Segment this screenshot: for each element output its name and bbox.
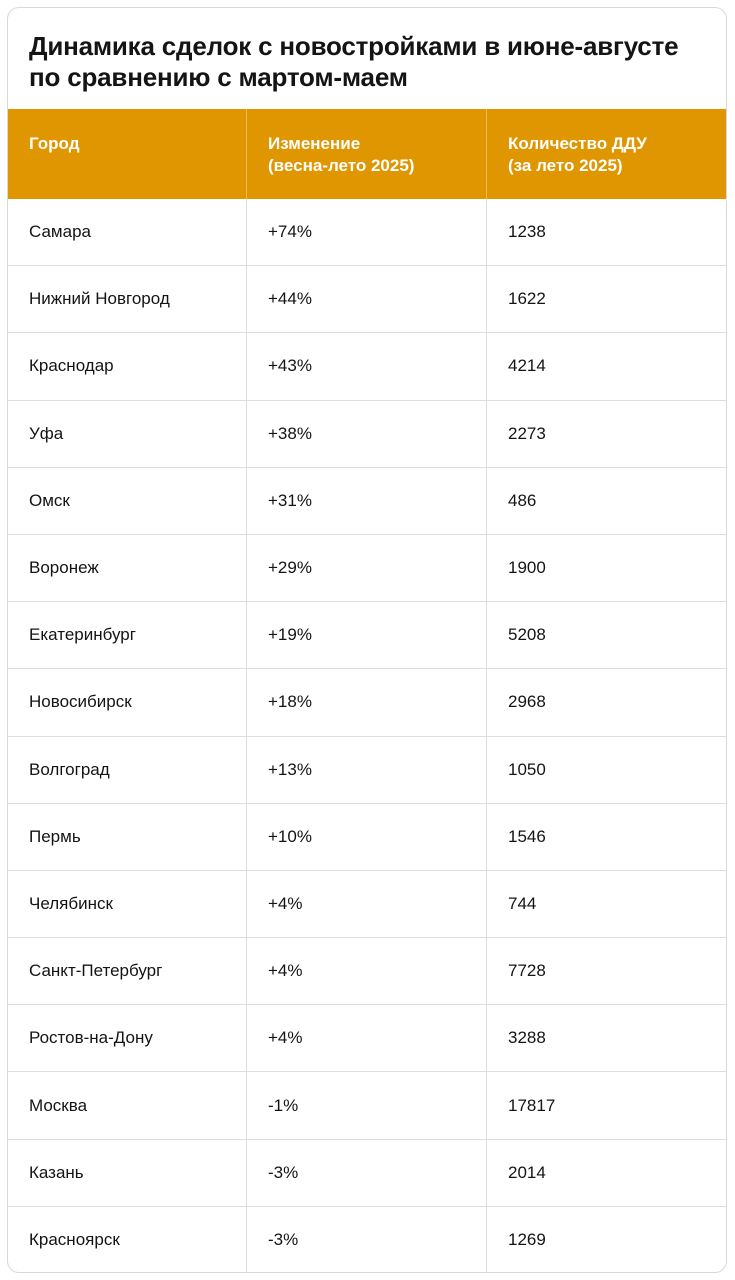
cell-count: 1546 xyxy=(508,826,546,846)
cell-city: Уфа xyxy=(8,401,247,467)
column-header-city xyxy=(8,109,247,199)
cell-count: 4214 xyxy=(508,356,546,376)
cell-change: +4% xyxy=(247,938,487,1004)
cell-count: 2273 xyxy=(508,423,546,443)
cell-change: -3% xyxy=(247,1140,487,1206)
cell-change: +44% xyxy=(247,266,487,332)
table-row xyxy=(8,737,726,804)
table-row xyxy=(8,602,726,669)
cell-change: -3% xyxy=(247,1207,487,1273)
cell-city: Екатеринбург xyxy=(8,602,247,668)
cell-city: Нижний Новгород xyxy=(8,266,247,332)
column-header-change xyxy=(247,109,487,199)
cell-city: Омск xyxy=(8,468,247,534)
cell-city: Москва xyxy=(8,1072,247,1138)
cell-count: 1900 xyxy=(508,558,546,578)
cell-change: +4% xyxy=(247,1005,487,1071)
cell-count: 2968 xyxy=(508,692,546,712)
table-row xyxy=(8,401,726,468)
table-row xyxy=(8,1072,726,1139)
cell-count: 3288 xyxy=(508,1028,546,1048)
cell-change: +38% xyxy=(247,401,487,467)
cell-count: 5208 xyxy=(508,625,546,645)
cell-count: 486 xyxy=(508,490,537,510)
table-row xyxy=(8,804,726,871)
cell-count: 1269 xyxy=(508,1230,546,1250)
cell-city: Краснодар xyxy=(8,333,247,399)
cell-count: 1050 xyxy=(508,759,546,779)
table-row xyxy=(8,535,726,602)
column-header-count xyxy=(487,109,726,199)
cell-change: -1% xyxy=(247,1072,487,1138)
column-header-count-line2: (за лето 2025) xyxy=(508,156,623,175)
column-header-change-line2: (весна-лето 2025) xyxy=(268,156,415,175)
cell-count: 1622 xyxy=(508,289,546,309)
cell-city: Новосибирск xyxy=(8,669,247,735)
cell-change: +4% xyxy=(247,871,487,937)
cell-count: 1238 xyxy=(508,222,546,242)
table-row xyxy=(8,468,726,535)
table-row xyxy=(8,1140,726,1207)
cell-change: +19% xyxy=(247,602,487,668)
table-row xyxy=(8,871,726,938)
cell-city: Волгоград xyxy=(8,737,247,803)
table-row xyxy=(8,1005,726,1072)
table-title: Динамика сделок с новостройками в июне-августе по сравнению с мартом-маем xyxy=(29,31,679,92)
column-header-change-line1: Изменение xyxy=(268,134,361,153)
table-row xyxy=(8,1207,726,1273)
cell-change: +31% xyxy=(247,468,487,534)
cell-change: +29% xyxy=(247,535,487,601)
cell-city: Казань xyxy=(8,1140,247,1206)
cell-change: +10% xyxy=(247,804,487,870)
cell-count: 2014 xyxy=(508,1162,546,1182)
table-row xyxy=(8,938,726,1005)
cell-city: Пермь xyxy=(8,804,247,870)
cell-city: Санкт-Петербург xyxy=(8,938,247,1004)
table-card xyxy=(7,7,727,1273)
cell-count: 7728 xyxy=(508,961,546,981)
column-header-count-line1: Количество ДДУ xyxy=(508,134,647,153)
cell-count: 744 xyxy=(508,893,537,913)
cell-change: +18% xyxy=(247,669,487,735)
cell-city: Самара xyxy=(8,199,247,265)
table-row xyxy=(8,669,726,736)
table-header-row xyxy=(8,109,726,199)
cell-change: +74% xyxy=(247,199,487,265)
column-header-city-line1: Город xyxy=(29,134,80,153)
data-table xyxy=(8,109,726,1273)
table-row xyxy=(8,266,726,333)
cell-change: +13% xyxy=(247,737,487,803)
cell-city: Воронеж xyxy=(8,535,247,601)
table-body xyxy=(8,199,726,1273)
table-row xyxy=(8,333,726,400)
cell-city: Красноярск xyxy=(8,1207,247,1273)
cell-city: Ростов-на-Дону xyxy=(8,1005,247,1071)
cell-city: Челябинск xyxy=(8,871,247,937)
cell-count: 17817 xyxy=(508,1095,556,1115)
cell-change: +43% xyxy=(247,333,487,399)
table-row xyxy=(8,199,726,266)
